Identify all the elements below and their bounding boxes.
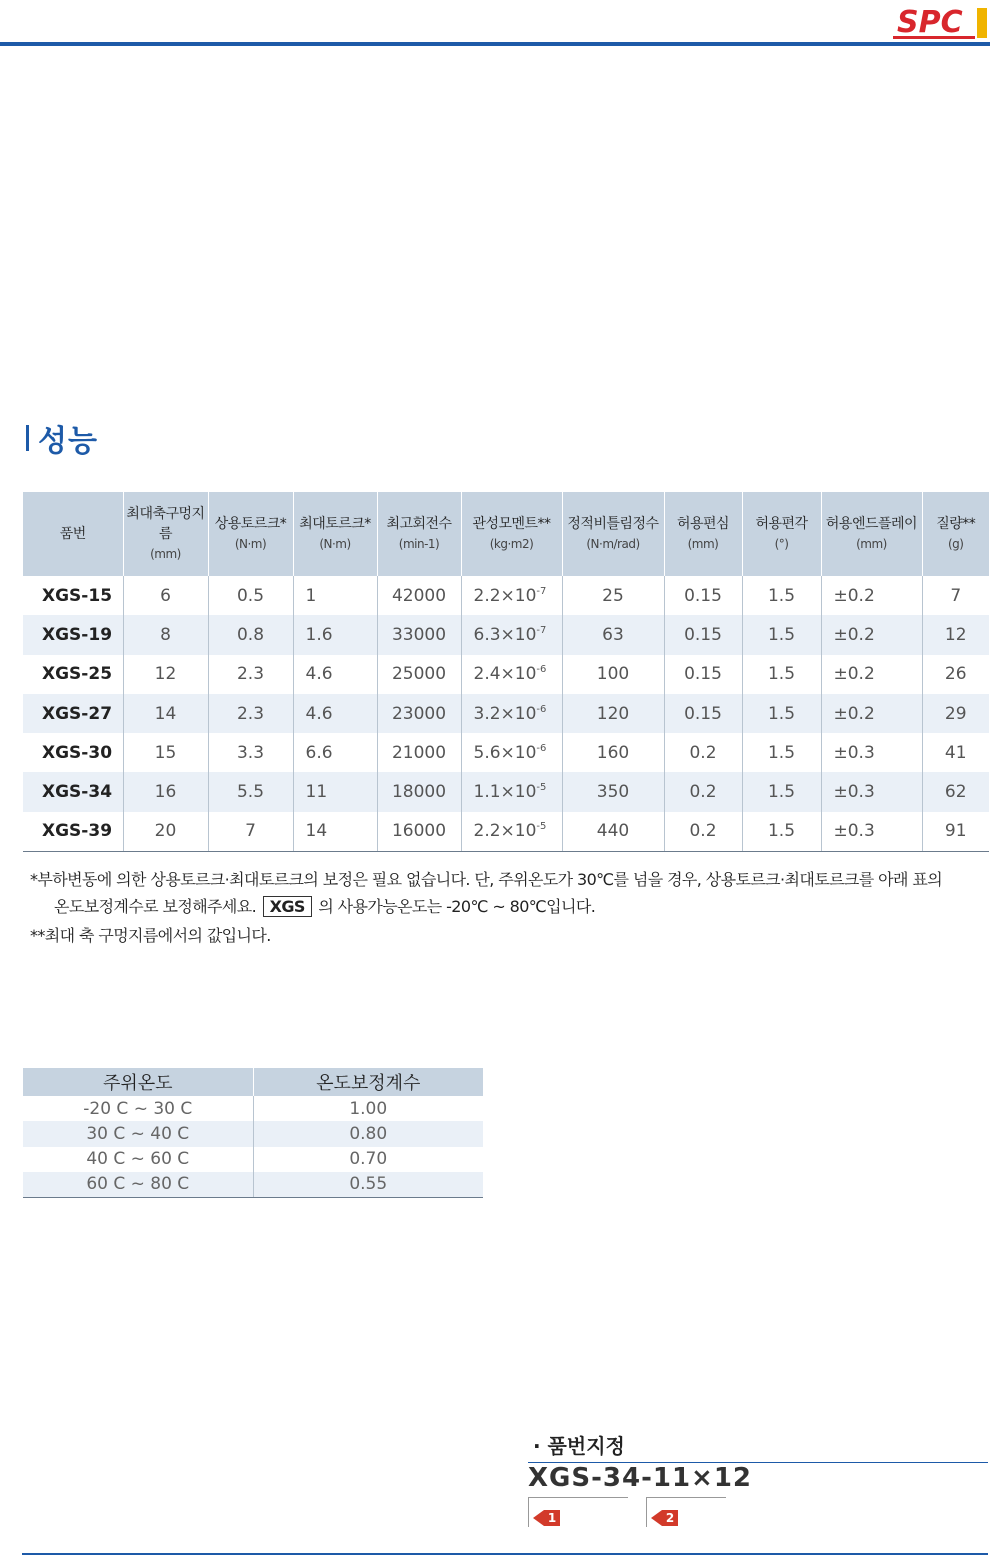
col-header-eccentricity: 허용편심 (mm): [664, 492, 742, 576]
cell-ecc: 0.15: [664, 655, 742, 694]
cell-ang: 1.5: [742, 694, 821, 733]
cell-inertia: $3.2\times 10^{-6}$: [461, 694, 562, 733]
cell-end: ±0.3: [821, 772, 922, 811]
logo-text: SPC: [897, 5, 963, 40]
table-row: [23, 812, 989, 851]
part-number-marker-2: 2: [646, 1497, 726, 1527]
cell-inertia: $1.1\times 10^{-5}$: [461, 772, 562, 811]
cell-factor: 0.80: [253, 1121, 483, 1146]
cell-mass: 91: [922, 812, 989, 851]
cell-stiff: 440: [562, 812, 664, 851]
cell-end: ±0.2: [821, 615, 922, 654]
col-header-endplay: 허용엔드플레이 (mm): [821, 492, 922, 576]
cell-rated: 0.5: [208, 576, 293, 615]
performance-table: [23, 492, 989, 852]
cell-mass: 26: [922, 655, 989, 694]
cell-ang: 1.5: [742, 576, 821, 615]
col-header-model: 품번: [23, 492, 123, 576]
cell-bore: 14: [123, 694, 208, 733]
arrow-left-icon: [533, 1510, 544, 1526]
cell-ecc: 0.2: [664, 733, 742, 772]
cell-model: XGS-19: [23, 615, 123, 654]
cell-stiff: 160: [562, 733, 664, 772]
cell-range: 60 C ~ 80 C: [23, 1172, 253, 1197]
cell-factor: 0.70: [253, 1147, 483, 1172]
cell-rated: 2.3: [208, 655, 293, 694]
cell-ecc: 0.15: [664, 576, 742, 615]
cell-ang: 1.5: [742, 655, 821, 694]
cell-range: 40 C ~ 60 C: [86, 1149, 190, 1170]
cell-mass: 62: [922, 772, 989, 811]
table-row: [23, 615, 989, 654]
cell-range: -20 C ~ 30 C: [83, 1098, 193, 1119]
table-row: [23, 1096, 483, 1121]
spc-logo: [893, 2, 989, 42]
cell-stiff: 63: [562, 615, 664, 654]
cell-rated: 7: [208, 812, 293, 851]
cell-inertia: $2.2\times 10^{-5}$: [461, 812, 562, 851]
cell-max: 1: [293, 576, 377, 615]
cell-model: XGS-39: [23, 812, 123, 851]
top-rule: [0, 42, 990, 46]
col-header-rated-torque: 상용토르크* (N·m): [208, 492, 293, 576]
cell-rpm: 21000: [377, 733, 461, 772]
cell-max: 6.6: [293, 733, 377, 772]
cell-model: XGS-30: [42, 742, 113, 763]
table-row: [23, 1147, 483, 1172]
cell-end: ±0.2: [821, 694, 922, 733]
col-header-inertia: 관성모멘트** (kg·m2): [461, 492, 562, 576]
temperature-correction-table: [23, 1068, 483, 1198]
cell-rpm: 42000: [377, 576, 461, 615]
cell-bore: 15: [123, 733, 208, 772]
cell-inertia: $2.4\times 10^{-6}$: [461, 655, 562, 694]
cell-range: 30 C ~ 40 C: [23, 1121, 253, 1146]
cell-max: 1.6: [293, 615, 377, 654]
cell-ang: 1.5: [742, 615, 821, 654]
cell-factor: 0.55: [253, 1172, 483, 1197]
cell-bore: 6: [123, 576, 208, 615]
cell-rpm: 23000: [377, 694, 461, 733]
cell-end: ±0.2: [821, 655, 922, 694]
cell-bore: 8: [123, 615, 208, 654]
cell-inertia: $2.2\times 10^{-7}$: [461, 576, 562, 615]
bottom-rule: [22, 1553, 988, 1555]
cell-stiff: 100: [562, 655, 664, 694]
cell-stiff: 25: [562, 576, 664, 615]
cell-max: 11: [293, 772, 377, 811]
table-row: [23, 733, 989, 772]
cell-inertia: $5.6\times 10^{-6}$: [461, 733, 562, 772]
cell-rpm: 33000: [377, 615, 461, 654]
cell-max: 4.6: [293, 694, 377, 733]
note-1-cont: 온도보정계수로 보정해주세요. XGS 의 사용가능온도는 -20℃ ~ 80℃입니다.: [54, 897, 596, 916]
cell-bore: 16: [123, 772, 208, 811]
section-heading: [26, 418, 98, 458]
table-row: [23, 1172, 483, 1197]
cell-ang: 1.5: [742, 772, 821, 811]
cell-ang: 1.5: [742, 812, 821, 851]
cell-model: XGS-25: [42, 664, 113, 685]
cell-rpm: 16000: [377, 812, 461, 851]
cell-model: XGS-27: [23, 694, 123, 733]
col-header-angle: 허용편각 (°): [742, 492, 821, 576]
cell-stiff: 120: [562, 694, 664, 733]
table-row: [23, 772, 989, 811]
cell-end: ±0.2: [821, 576, 922, 615]
part-number-code: XGS-34-11×12: [528, 1463, 753, 1493]
cell-mass: 7: [922, 576, 989, 615]
arrow-left-icon: [651, 1510, 662, 1526]
cell-ecc: 0.2: [664, 772, 742, 811]
cell-end: ±0.3: [821, 733, 922, 772]
cell-rated: 2.3: [208, 694, 293, 733]
col-header-bore: 최대축구멍지름 (mm): [123, 492, 208, 576]
cell-mass: 29: [922, 694, 989, 733]
temp-header-row: [23, 1068, 483, 1096]
section-title: 성능: [38, 424, 98, 459]
cell-rated: 0.8: [208, 615, 293, 654]
part-number-label: · 품번지정: [533, 1434, 625, 1458]
cell-mass: 41: [922, 733, 989, 772]
cell-max: 4.6: [293, 655, 377, 694]
cell-stiff: 350: [562, 772, 664, 811]
cell-max: 14: [293, 812, 377, 851]
model-badge: XGS: [263, 896, 312, 917]
cell-ang: 1.5: [742, 733, 821, 772]
table-row: [23, 694, 989, 733]
col-header-max-torque: 최대토르크* (N·m): [293, 492, 377, 576]
cell-model: XGS-34: [23, 772, 123, 811]
table-row: [23, 655, 989, 694]
table-notes: [30, 866, 995, 949]
col-header-mass: 질량** (g): [922, 492, 989, 576]
col-header-max-rpm: 최고회전수 (min-1): [377, 492, 461, 576]
col-header-stiffness: 정적비틀림정수 (N·m/rad): [562, 492, 664, 576]
cell-bore: 20: [123, 812, 208, 851]
col-header-temperature: 주위온도: [23, 1068, 253, 1096]
table-row: [23, 576, 989, 615]
cell-rpm: 18000: [377, 772, 461, 811]
cell-ecc: 0.15: [664, 694, 742, 733]
cell-rpm: 25000: [377, 655, 461, 694]
table-row: [23, 1121, 483, 1146]
note-2: **최대 축 구멍지름에서의 값입니다.: [30, 926, 271, 945]
cell-model: XGS-15: [42, 585, 113, 606]
heading-bar: [26, 425, 29, 451]
cell-rated: 3.3: [208, 733, 293, 772]
cell-ecc: 0.2: [664, 812, 742, 851]
header-row: [23, 492, 989, 576]
cell-end: ±0.3: [821, 812, 922, 851]
cell-ecc: 0.15: [664, 615, 742, 654]
cell-inertia: $6.3\times 10^{-7}$: [461, 615, 562, 654]
cell-mass: 12: [922, 615, 989, 654]
cell-factor: 1.00: [253, 1096, 483, 1121]
note-1: *부하변동에 의한 상용토르크·최대토르크의 보정은 필요 없습니다. 단, 주위온도가 30℃를 넘을 경우, 상용토르크·최대토르크를 아래 표의: [30, 870, 943, 889]
cell-bore: 12: [123, 655, 208, 694]
part-number-marker-1: 1: [528, 1497, 628, 1527]
cell-rated: 5.5: [208, 772, 293, 811]
col-header-factor: 온도보정계수: [253, 1068, 483, 1096]
